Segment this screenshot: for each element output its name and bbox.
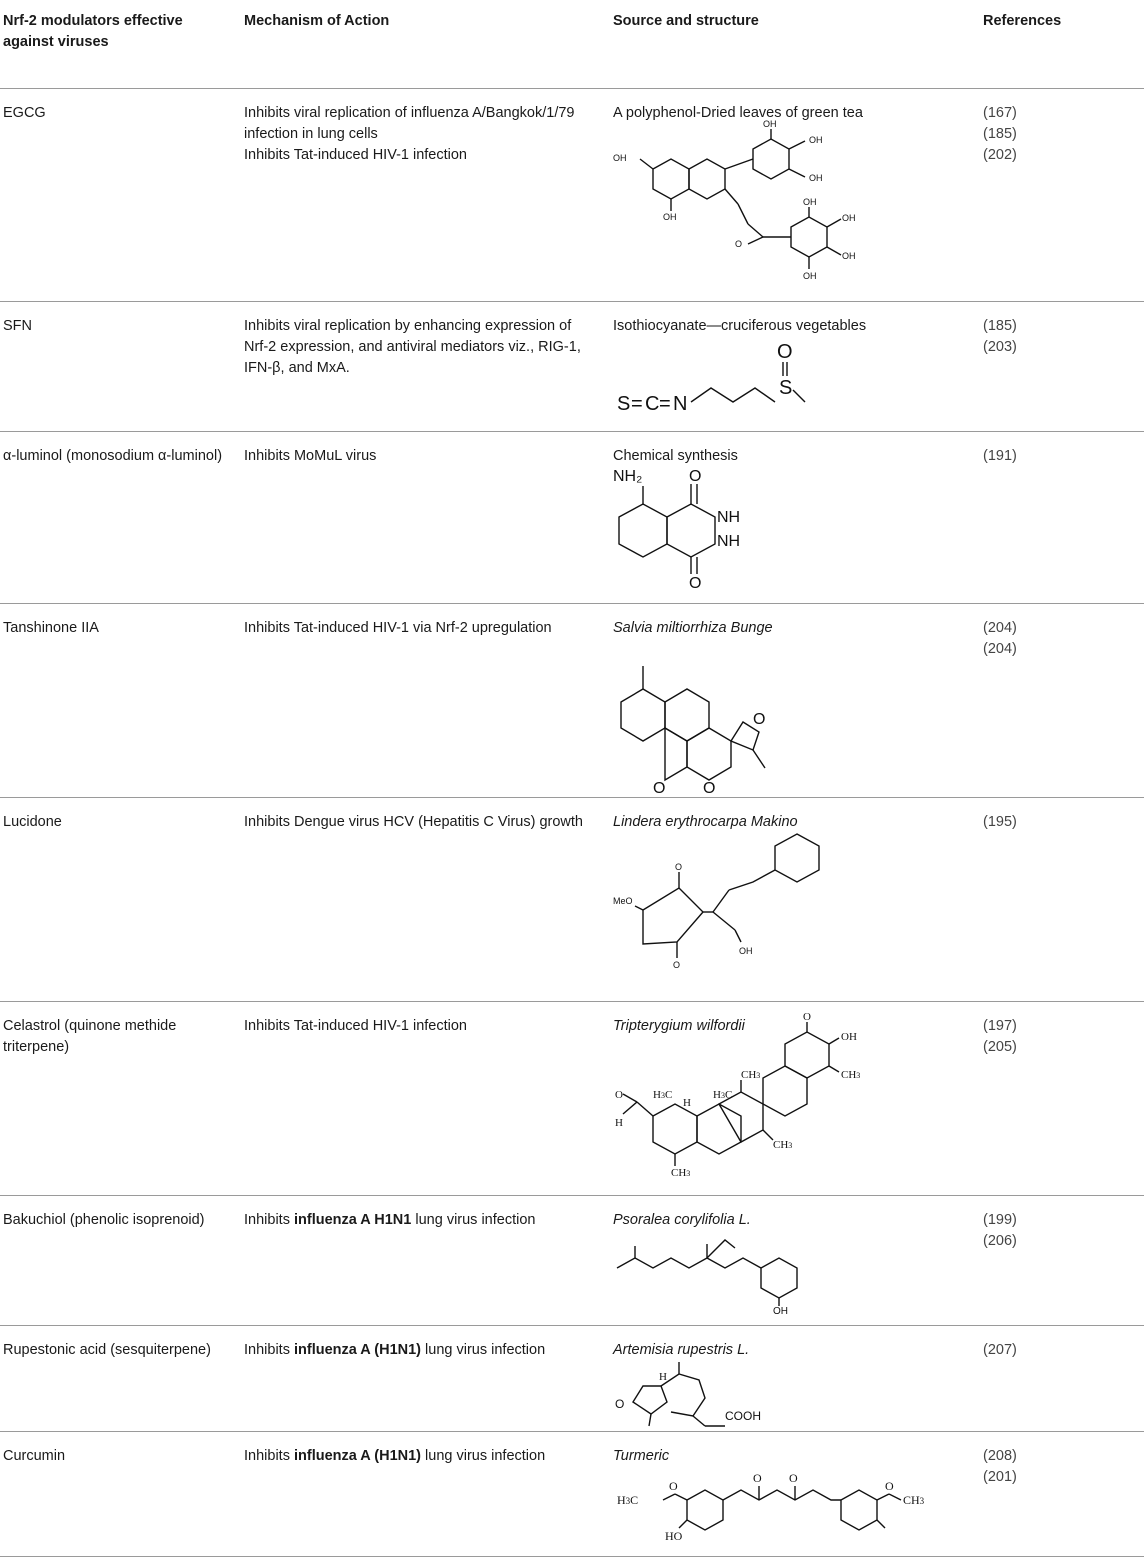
reference: (191) xyxy=(983,448,1017,464)
atom-label: H3C xyxy=(617,1493,639,1507)
atom-label: O xyxy=(673,960,681,970)
atom-label: OH xyxy=(613,153,627,163)
compound-name: EGCG xyxy=(3,105,46,121)
compound-name: Rupestonic acid (sesquiterpene) xyxy=(3,1342,211,1358)
atom-label: OH xyxy=(663,212,677,222)
atom-label: CH3 xyxy=(671,1167,691,1179)
table-header xyxy=(0,0,1144,86)
atom-label: CH3 xyxy=(841,1069,861,1081)
atom-label: O xyxy=(885,1479,894,1493)
table-bottom-border xyxy=(0,1556,1144,1557)
references xyxy=(983,1002,1133,1058)
compound-name: Curcumin xyxy=(3,1448,66,1464)
atom-label: CH3 xyxy=(741,1069,761,1081)
atom-label: OH xyxy=(803,197,817,207)
atom-label: H3C xyxy=(653,1089,673,1101)
atom-label: OH xyxy=(763,119,777,129)
mechanism-text: Inhibits Tat-induced HIV-1 via Nrf-2 upregulation xyxy=(244,620,552,636)
atom-label: O xyxy=(689,468,702,485)
atom-label: O xyxy=(703,780,716,797)
references xyxy=(983,89,1133,166)
luminol-structure xyxy=(613,462,793,592)
atom-label: O xyxy=(615,1397,625,1411)
header-references: References xyxy=(983,13,1062,29)
table-row-sfn xyxy=(0,301,1144,430)
table-row-luminol xyxy=(0,431,1144,602)
atom-label: O xyxy=(789,1471,798,1485)
atom-label: O xyxy=(803,1011,811,1023)
reference: (185) xyxy=(983,318,1017,334)
reference: (201) xyxy=(983,1469,1017,1485)
source-text: Turmeric xyxy=(613,1448,670,1464)
atom-label: CH3 xyxy=(903,1493,925,1507)
mechanism-text: Inhibits viral replication by enhancing expression of Nrf-2 expression, and antiviral mediators viz., RIG-1, IFN-β, and MxA. xyxy=(244,318,581,376)
source-text: Artemisia rupestris L. xyxy=(613,1342,750,1358)
mechanism-text: Inhibits influenza A (H1N1) lung virus infection xyxy=(244,1342,546,1358)
reference: (203) xyxy=(983,339,1017,355)
header-source: Source and structure xyxy=(613,13,759,29)
atom-label: = xyxy=(659,393,671,415)
mechanism-line: Inhibits Tat-induced HIV-1 infection xyxy=(244,147,468,163)
lucidone-structure xyxy=(613,832,843,982)
reference: (199) xyxy=(983,1212,1017,1228)
mechanism-text: Inhibits Tat-induced HIV-1 infection xyxy=(244,1018,468,1034)
header-compound: Nrf-2 modulators effective against viruses xyxy=(3,13,183,50)
atom-label: O xyxy=(735,239,743,249)
atom-label: S xyxy=(779,377,793,399)
references xyxy=(983,604,1133,660)
reference: (185) xyxy=(983,126,1017,142)
atom-label: O xyxy=(675,862,683,872)
atom-label: OH xyxy=(842,251,856,261)
reference: (206) xyxy=(983,1233,1017,1249)
reference: (207) xyxy=(983,1342,1017,1358)
references xyxy=(983,1432,1133,1488)
atom-label: OH xyxy=(841,1031,857,1043)
mechanism-text: Inhibits Dengue virus HCV (Hepatitis C Virus) growth xyxy=(244,814,584,830)
atom-label: C xyxy=(645,393,660,415)
table-row-rupestonic xyxy=(0,1325,1144,1430)
atom-label: HO xyxy=(665,1529,683,1543)
atom-label: NH₂ xyxy=(613,468,643,485)
atom-label: OH xyxy=(809,135,823,145)
source-text: Tripterygium wilfordii xyxy=(613,1018,745,1034)
compound-name: Celastrol (quinone methide triterpene) xyxy=(3,1018,177,1055)
compound-name: SFN xyxy=(3,318,32,334)
atom-label: O xyxy=(689,575,702,592)
reference: (195) xyxy=(983,814,1017,830)
reference: (204) xyxy=(983,641,1017,657)
atom-label: S xyxy=(617,393,631,415)
atom-label: NH xyxy=(717,509,741,526)
source-text: Psoralea corylifolia L. xyxy=(613,1212,751,1228)
atom-label: H3C xyxy=(713,1089,733,1101)
rupestonic-structure xyxy=(613,1360,813,1430)
curcumin-structure xyxy=(613,1470,943,1554)
compound-name: α-luminol (monosodium α-luminol) xyxy=(3,448,223,464)
reference: (202) xyxy=(983,147,1017,163)
references xyxy=(983,798,1133,833)
source-text: A polyphenol-Dried leaves of green tea xyxy=(613,105,863,121)
references xyxy=(983,1326,1133,1361)
header-mechanism: Mechanism of Action xyxy=(244,13,390,29)
mechanism-text: Inhibits influenza A H1N1 lung virus infection xyxy=(244,1212,536,1228)
references xyxy=(983,302,1133,358)
atom-label: = xyxy=(631,393,643,415)
table-row-bakuchiol xyxy=(0,1195,1144,1324)
table-row-curcumin xyxy=(0,1431,1144,1556)
atom-label: CH3 xyxy=(773,1139,793,1151)
atom-label: OH xyxy=(773,1306,788,1317)
atom-label: OH xyxy=(809,173,823,183)
mechanism-text: Inhibits influenza A (H1N1) lung virus infection xyxy=(244,1448,546,1464)
bakuchiol-structure xyxy=(613,1236,863,1316)
reference: (197) xyxy=(983,1018,1017,1034)
reference: (204) xyxy=(983,620,1017,636)
reference: (205) xyxy=(983,1039,1017,1055)
table-row-tanshinone xyxy=(0,603,1144,796)
references xyxy=(983,432,1133,467)
atom-label: N xyxy=(673,393,688,415)
atom-label: OH xyxy=(803,271,817,281)
atom-label: OH xyxy=(842,213,856,223)
tanshinone-structure xyxy=(613,642,793,797)
table-row-egcg xyxy=(0,88,1144,298)
table-row-celastrol xyxy=(0,1001,1144,1194)
atom-label: NH xyxy=(717,533,741,550)
atom-label: COOH xyxy=(725,1409,761,1423)
compound-name: Tanshinone IIA xyxy=(3,620,99,636)
references xyxy=(983,1196,1133,1252)
atom-label: O xyxy=(669,1479,678,1493)
atom-label: O xyxy=(615,1089,623,1101)
mechanism-text xyxy=(244,89,589,166)
atom-label: O xyxy=(753,1471,762,1485)
source-text: Chemical synthesis xyxy=(613,448,738,464)
source-text: Lindera erythrocarpa Makino xyxy=(613,814,798,830)
mechanism-line: Inhibits viral replication of influenza A/Bangkok/1/79 infection in lung cells xyxy=(244,105,575,142)
atom-label: MeO xyxy=(613,896,633,906)
reference: (167) xyxy=(983,105,1017,121)
compound-name: Lucidone xyxy=(3,814,62,830)
mechanism-text: Inhibits MoMuL virus xyxy=(244,448,377,464)
atom-label: H xyxy=(615,1117,623,1129)
atom-label: H xyxy=(659,1371,667,1383)
sfn-structure xyxy=(613,338,843,418)
atom-label: OH xyxy=(739,946,753,956)
egcg-structure xyxy=(613,119,856,294)
atom-label: O xyxy=(777,341,793,363)
atom-label: O xyxy=(753,711,766,728)
compound-name: Bakuchiol (phenolic isoprenoid) xyxy=(3,1212,205,1228)
source-text: Isothiocyanate—cruciferous vegetables xyxy=(613,318,867,334)
atom-label: H xyxy=(683,1097,691,1109)
source-text: Salvia miltiorrhiza Bunge xyxy=(613,620,773,636)
table-row-lucidone xyxy=(0,797,1144,1000)
atom-label: O xyxy=(653,780,666,797)
reference: (208) xyxy=(983,1448,1017,1464)
